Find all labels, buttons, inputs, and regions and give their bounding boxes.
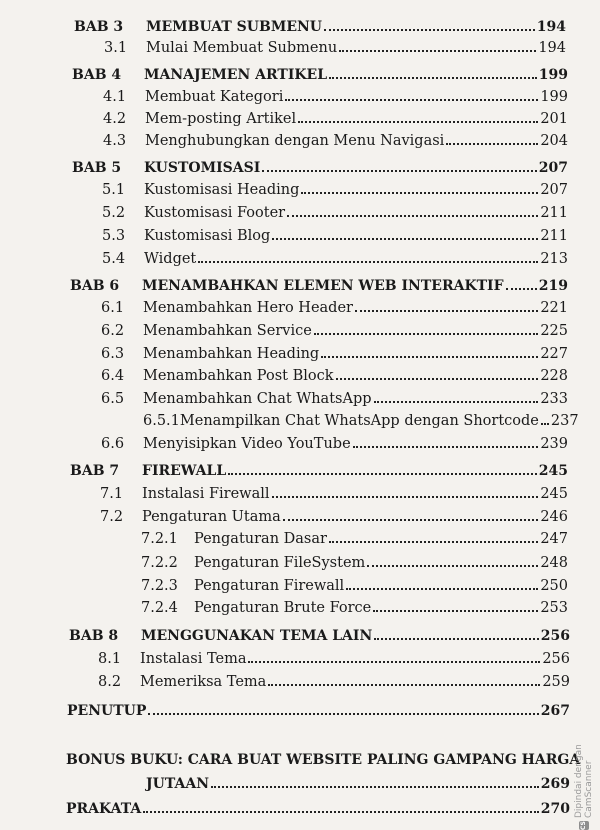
subsection-title: Pengaturan FileSystem bbox=[194, 555, 366, 571]
page-number: 227 bbox=[540, 346, 568, 362]
section-number: 4.1 bbox=[103, 89, 127, 105]
toc-row-5-2 bbox=[102, 205, 568, 221]
dot-leader bbox=[336, 378, 539, 380]
chapter-number: BAB 5 bbox=[72, 160, 122, 176]
toc-row-bonus bbox=[146, 776, 570, 792]
page-number: 256 bbox=[540, 628, 570, 644]
dot-leader bbox=[298, 121, 538, 123]
subsection-title: Pengaturan Dasar bbox=[194, 531, 327, 547]
section-title: Mulai Membuat Submenu bbox=[146, 40, 338, 56]
toc-row-bab4 bbox=[72, 67, 568, 83]
toc-row-bab6 bbox=[70, 278, 568, 294]
scanner-watermark bbox=[574, 718, 594, 830]
dot-leader bbox=[228, 473, 537, 475]
dot-leader bbox=[283, 519, 539, 521]
page-number: 199 bbox=[540, 89, 568, 105]
section-number: 5.1 bbox=[102, 182, 126, 198]
section-title: Kustomisasi Heading bbox=[144, 182, 300, 198]
toc-row-3-1 bbox=[104, 40, 566, 56]
bonus-title-line2: JUTAAN bbox=[146, 776, 210, 792]
page-number: 269 bbox=[540, 776, 570, 792]
chapter-title: MEMBUAT SUBMENU bbox=[146, 19, 322, 35]
section-number: 4.3 bbox=[103, 133, 127, 149]
toc-row-4-3 bbox=[103, 133, 568, 149]
subsection-number: 7.2.3 bbox=[141, 578, 178, 594]
subsection-number: 6.5.1 bbox=[143, 413, 180, 429]
chapter-title: PENUTUP bbox=[67, 703, 147, 719]
chapter-title: KUSTOMISASI bbox=[144, 160, 261, 176]
toc-row-6-5-1 bbox=[143, 413, 579, 429]
camscanner-logo-icon: CS bbox=[580, 821, 587, 830]
page-number: 237 bbox=[550, 413, 579, 429]
section-title: Menambahkan Service bbox=[143, 323, 312, 339]
dot-leader bbox=[148, 713, 538, 715]
page-number: 211 bbox=[540, 205, 568, 221]
page-number: 204 bbox=[540, 133, 568, 149]
page-number: 253 bbox=[540, 600, 568, 616]
section-title: Kustomisasi Footer bbox=[144, 205, 286, 221]
subsection-number: 7.2.4 bbox=[141, 600, 178, 616]
page-number: 250 bbox=[540, 578, 568, 594]
section-title: Menambahkan Heading bbox=[143, 346, 320, 362]
chapter-title: MENAMBAHKAN ELEMEN WEB INTERAKTIF bbox=[142, 278, 504, 294]
toc-row-6-4 bbox=[101, 368, 568, 384]
dot-leader bbox=[373, 610, 538, 612]
toc-row-6-1 bbox=[101, 300, 568, 316]
chapter-number: BAB 3 bbox=[74, 19, 124, 35]
dot-leader bbox=[262, 170, 536, 172]
toc-row-5-4 bbox=[102, 251, 568, 267]
page-number: 259 bbox=[542, 674, 570, 690]
page-number: 245 bbox=[540, 486, 568, 502]
toc-row-7-2-3 bbox=[141, 578, 568, 594]
dot-leader bbox=[329, 541, 538, 543]
dot-leader bbox=[321, 356, 538, 358]
dot-leader bbox=[346, 588, 538, 590]
chapter-number: BAB 7 bbox=[70, 463, 120, 479]
dot-leader bbox=[314, 333, 539, 335]
section-number: 7.2 bbox=[100, 509, 124, 525]
toc-row-5-1 bbox=[102, 182, 568, 198]
dot-leader bbox=[248, 661, 540, 663]
dot-leader bbox=[355, 310, 538, 312]
toc-row-bab5 bbox=[72, 160, 568, 176]
section-number: 4.2 bbox=[103, 111, 127, 127]
page-number: 267 bbox=[540, 703, 570, 719]
section-title: Instalasi Tema bbox=[140, 651, 247, 667]
toc-row-5-3 bbox=[102, 228, 568, 244]
page-number: 207 bbox=[538, 160, 568, 176]
toc-row-bab7 bbox=[70, 463, 568, 479]
section-title: Instalasi Firewall bbox=[142, 486, 270, 502]
chapter-number: BAB 4 bbox=[72, 67, 122, 83]
page-number: 194 bbox=[538, 40, 566, 56]
subsection-title: Menampilkan Chat WhatsApp dengan Shortcode bbox=[179, 413, 539, 429]
chapter-number: BAB 6 bbox=[70, 278, 120, 294]
section-number: 3.1 bbox=[104, 40, 128, 56]
section-title: Memeriksa Tema bbox=[140, 674, 267, 690]
section-title: Menambahkan Post Block bbox=[143, 368, 334, 384]
dot-leader bbox=[541, 423, 549, 425]
subsection-title: Pengaturan Firewall bbox=[194, 578, 345, 594]
section-title: Menghubungkan dengan Menu Navigasi bbox=[145, 133, 445, 149]
dot-leader bbox=[143, 811, 539, 813]
toc-row-4-1 bbox=[103, 89, 568, 105]
section-title: Widget bbox=[144, 251, 197, 267]
chapter-title: PRAKATA bbox=[66, 801, 142, 817]
dot-leader bbox=[285, 99, 538, 101]
page-number: 256 bbox=[542, 651, 570, 667]
section-number: 7.1 bbox=[100, 486, 124, 502]
toc-row-6-6 bbox=[101, 436, 568, 452]
section-title: Menambahkan Chat WhatsApp bbox=[143, 391, 372, 407]
chapter-title: MENGGUNAKAN TEMA LAIN bbox=[141, 628, 373, 644]
dot-leader bbox=[339, 50, 536, 52]
section-number: 6.6 bbox=[101, 436, 125, 452]
toc-row-8-1 bbox=[98, 651, 570, 667]
subsection-number: 7.2.1 bbox=[141, 531, 178, 547]
dot-leader bbox=[374, 638, 539, 640]
toc-row-6-2 bbox=[101, 323, 568, 339]
section-number: 6.5 bbox=[101, 391, 125, 407]
subsection-number: 7.2.2 bbox=[141, 555, 178, 571]
page-number: 247 bbox=[540, 531, 568, 547]
dot-leader bbox=[211, 786, 539, 788]
toc-row-prakata bbox=[66, 801, 570, 817]
page-number: 211 bbox=[540, 228, 568, 244]
section-number: 6.1 bbox=[101, 300, 125, 316]
section-number: 5.3 bbox=[102, 228, 126, 244]
section-title: Membuat Kategori bbox=[145, 89, 284, 105]
page-number: 245 bbox=[538, 463, 568, 479]
section-number: 8.1 bbox=[98, 651, 122, 667]
page-number: 246 bbox=[540, 509, 568, 525]
page-number: 248 bbox=[540, 555, 568, 571]
dot-leader bbox=[272, 238, 538, 240]
toc-row-penutup bbox=[67, 703, 570, 719]
chapter-title: FIREWALL bbox=[142, 463, 227, 479]
toc-row-7-1 bbox=[100, 486, 568, 502]
page-number: 221 bbox=[540, 300, 568, 316]
page-number: 213 bbox=[540, 251, 568, 267]
section-number: 5.2 bbox=[102, 205, 126, 221]
section-title: Menyisipkan Video YouTube bbox=[143, 436, 351, 452]
toc-row-7-2-4 bbox=[141, 600, 568, 616]
watermark-text: Dipindai dengan CamScanner bbox=[574, 744, 594, 819]
page-number: 219 bbox=[538, 278, 568, 294]
toc-row-7-2 bbox=[100, 509, 568, 525]
toc-row-bab3 bbox=[74, 19, 566, 35]
toc-row-4-2 bbox=[103, 111, 568, 127]
dot-leader bbox=[272, 496, 539, 498]
section-number: 8.2 bbox=[98, 674, 122, 690]
page-number: 233 bbox=[540, 391, 568, 407]
section-title: Mem-posting Artikel bbox=[145, 111, 297, 127]
dot-leader bbox=[268, 684, 540, 686]
dot-leader bbox=[198, 261, 538, 263]
bonus-title-line1: BONUS BUKU: CARA BUAT WEBSITE PALING GAMPANG HARGA bbox=[66, 752, 581, 768]
section-number: 6.3 bbox=[101, 346, 125, 362]
section-number: 6.4 bbox=[101, 368, 125, 384]
chapter-title: MANAJEMEN ARTIKEL bbox=[144, 67, 328, 83]
page-number: 270 bbox=[540, 801, 570, 817]
dot-leader bbox=[353, 446, 539, 448]
section-title: Menambahkan Hero Header bbox=[143, 300, 353, 316]
subsection-title: Pengaturan Brute Force bbox=[194, 600, 372, 616]
page-number: 194 bbox=[536, 19, 566, 35]
page-number: 199 bbox=[538, 67, 568, 83]
page-number: 201 bbox=[540, 111, 568, 127]
dot-leader bbox=[301, 192, 538, 194]
dot-leader bbox=[374, 401, 539, 403]
page-number: 207 bbox=[540, 182, 568, 198]
toc-row-8-2 bbox=[98, 674, 570, 690]
toc-row-6-5 bbox=[101, 391, 568, 407]
toc-row-7-2-2 bbox=[141, 555, 568, 571]
dot-leader bbox=[324, 29, 535, 31]
dot-leader bbox=[367, 565, 538, 567]
section-title: Kustomisasi Blog bbox=[144, 228, 271, 244]
page-number: 239 bbox=[540, 436, 568, 452]
section-title: Pengaturan Utama bbox=[142, 509, 281, 525]
toc-row-7-2-1 bbox=[141, 531, 568, 547]
dot-leader bbox=[287, 215, 538, 217]
page-number: 225 bbox=[540, 323, 568, 339]
dot-leader bbox=[329, 77, 537, 79]
toc-row-bab8 bbox=[69, 628, 570, 644]
chapter-number: BAB 8 bbox=[69, 628, 119, 644]
dot-leader bbox=[446, 143, 538, 145]
toc-row-6-3 bbox=[101, 346, 568, 362]
section-number: 5.4 bbox=[102, 251, 126, 267]
section-number: 6.2 bbox=[101, 323, 125, 339]
page-number: 228 bbox=[540, 368, 568, 384]
dot-leader bbox=[506, 288, 537, 290]
